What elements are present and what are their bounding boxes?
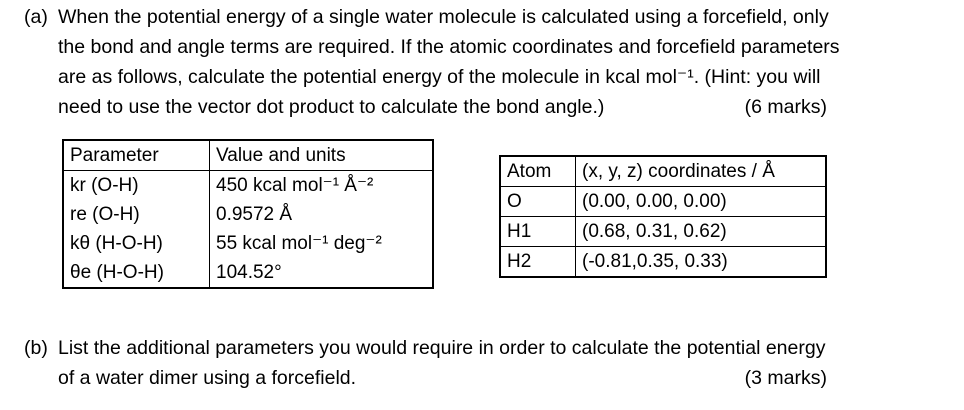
- question-a-line: the bond and angle terms are required. If the atomic coordinates and forcefield parameters: [58, 36, 840, 58]
- atom-cell: O: [500, 187, 576, 217]
- param-name-cell: kr (O-H): [63, 171, 210, 201]
- question-a: [24, 2, 944, 122]
- question-a-line: need to use the vector dot product to calculate the bond angle.): [58, 96, 605, 118]
- question-b-label: (b): [24, 337, 48, 359]
- table-row: [500, 247, 826, 278]
- table-header-row: [500, 156, 826, 187]
- table-row: [500, 187, 826, 217]
- header-cell: Value and units: [210, 140, 434, 171]
- question-b-last-line: [24, 363, 944, 393]
- atom-cell: H1: [500, 217, 576, 247]
- question-a-label: (a): [24, 6, 48, 28]
- parameter-table: [62, 139, 434, 289]
- atom-cell: H2: [500, 247, 576, 278]
- marks-a: (6 marks): [744, 96, 827, 118]
- question-a-line: When the potential energy of a single water molecule is calculated using a forcefield, only: [58, 6, 829, 28]
- header-cell: Atom: [500, 156, 576, 187]
- table-row: [63, 258, 433, 288]
- header-cell: Parameter: [63, 140, 210, 171]
- table-header-row: [63, 140, 433, 171]
- param-value-cell: 450 kcal mol⁻¹ Å⁻²: [216, 175, 374, 196]
- coordinate-cell: (-0.81,0.35, 0.33): [576, 247, 827, 278]
- table-row: [500, 217, 826, 247]
- coordinate-cell: (0.00, 0.00, 0.00): [576, 187, 827, 217]
- table-row: [63, 171, 433, 201]
- header-cell: (x, y, z) coordinates / Å: [576, 156, 827, 187]
- param-name-cell: θe (H-O-H): [63, 258, 210, 288]
- param-name-cell: kθ (H-O-H): [63, 229, 210, 258]
- question-b-line: of a water dimer using a forcefield.: [58, 367, 357, 389]
- question-a-line: are as follows, calculate the potential energy of the molecule in kcal mol⁻¹. (Hint: you will: [58, 66, 821, 88]
- table-row: [63, 200, 433, 229]
- marks-b: (3 marks): [744, 367, 827, 389]
- question-a-last-line: [24, 92, 944, 122]
- coordinate-table: [499, 155, 827, 278]
- question-b-line: List the additional parameters you would require in order to calculate the potential energy: [58, 337, 826, 359]
- param-value-cell: 104.52°: [216, 262, 282, 283]
- coordinate-cell: (0.68, 0.31, 0.62): [576, 217, 827, 247]
- param-value-cell: 55 kcal mol⁻¹ deg⁻²: [216, 233, 382, 254]
- question-b: [24, 333, 944, 393]
- table-row: [63, 229, 433, 258]
- param-name-cell: re (O-H): [63, 200, 210, 229]
- param-value-cell: 0.9572 Å: [216, 204, 293, 225]
